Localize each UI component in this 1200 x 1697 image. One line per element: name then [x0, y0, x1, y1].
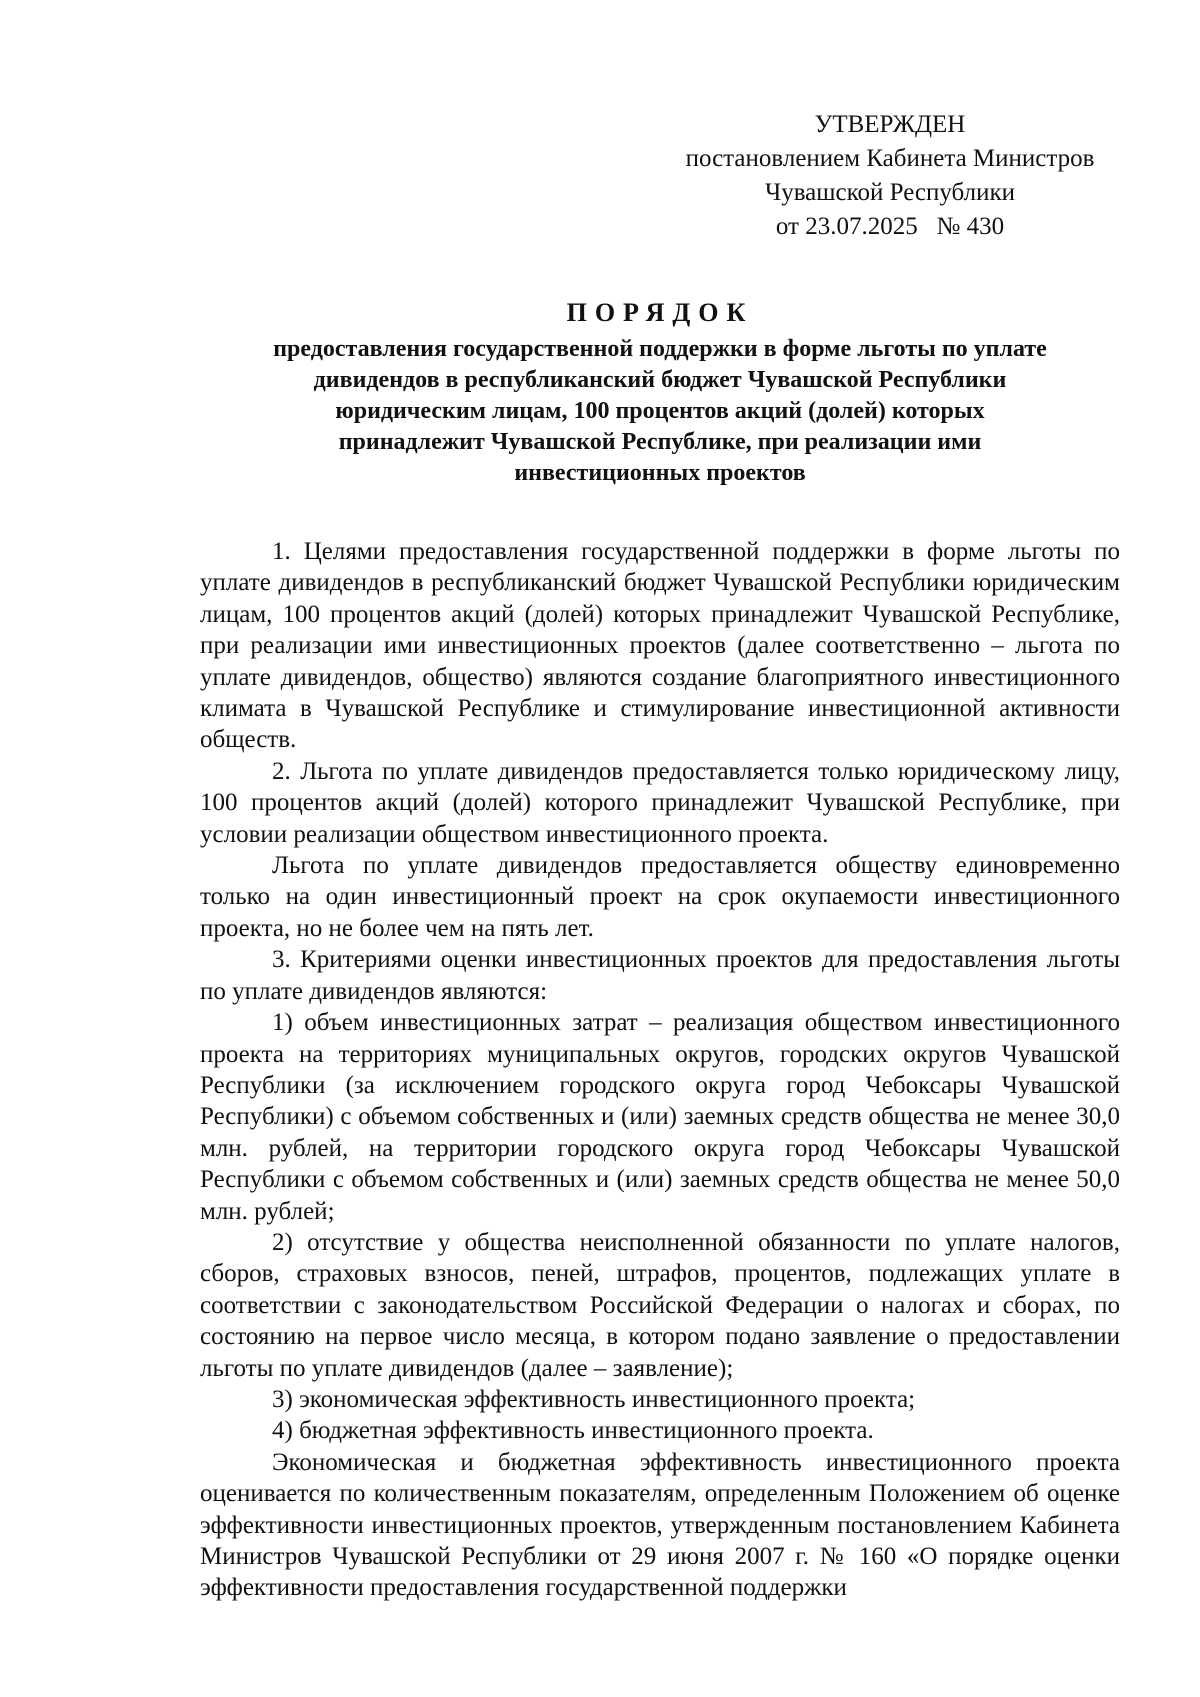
paragraph-criteria: 3. Критериями оценки инвестиционных проектов для предоставления льготы по уплате дивидендов являются: [200, 946, 1120, 1005]
document-title: ПОРЯДОК [566, 298, 754, 327]
criterion-no-tax-debt: 2) отсутствие у общества неисполненной обязанности по уплате налогов, сборов, страховых взносов, пеней, штрафов, процентов, подлежащих уплате в соответствии с законодательством Российской Федерации о налогах и сборах, по состоянию на первое число месяца, в котором подано заявление о предоставлении льготы по уплате дивидендов (далее – заявление); [200, 1228, 1120, 1382]
approval-heading: УТВЕРЖДЕН [814, 111, 966, 138]
subtitle-line: инвестиционных проектов [514, 460, 806, 486]
title-block [200, 296, 1120, 489]
subtitle-line: дивидендов в республиканский бюджет Чувашской Республики [313, 367, 1007, 393]
criterion-economic-efficiency: 3) экономическая эффективность инвестиционного проекта; [272, 1385, 916, 1413]
paragraph-goals: 1. Целями предоставления государственной поддержки в форме льготы по уплате дивидендов в республиканский бюджет Чувашской Республики юридическим лицам, 100 процентов акций (долей) которых принадлежит Чувашской Республике, при реализации ими инвестиционных проектов (далее соответственно – льгота по уплате дивидендов, общество) являются создание благоприятного инвестиционного климата в Чувашской Республике и стимулирование инвестиционной активности обществ. [200, 538, 1120, 754]
approval-issuer: постановлением Кабинета Министров [685, 145, 1095, 172]
paragraph-term: Льгота по уплате дивидендов предоставляется обществу единовременно только на один инвестиционный проект на срок окупаемости инвестиционного проекта, но не более чем на пять лет. [200, 852, 1120, 942]
approval-date-number: от 23.07.2025 № 430 [775, 213, 1005, 240]
subtitle-line: юридическим лицам, 100 процентов акций (долей) которых [335, 398, 985, 424]
subtitle-line: принадлежит Чувашской Республике, при реализации ими [338, 429, 982, 455]
paragraph-eligibility: 2. Льгота по уплате дивидендов предоставляется только юридическому лицу, 100 процентов акций (долей) которого принадлежит Чувашской Республике, при условии реализации обществом инвестиционного проекта. [200, 757, 1120, 848]
subtitle-line: предоставления государственной поддержки в форме льготы по уплате [273, 336, 1047, 362]
document-subtitle [200, 334, 1120, 489]
approval-stamp [660, 108, 1120, 244]
criterion-investment-volume: 1) объем инвестиционных затрат – реализация обществом инвестиционного проекта на территориях муниципальных округов, городских округов Чувашской Республики (за исключением городского округа город Чебоксары Чувашской Республики) с объемом собственных и (или) заемных средств общества не менее 30,0 млн. рублей, на территории городского округа город Чебоксары Чувашской Республики с объемом собственных и (или) заемных средств общества не менее 50,0 млн. рублей; [200, 1009, 1120, 1225]
approval-region: Чувашской Республики [764, 179, 1016, 206]
criterion-budget-efficiency: 4) бюджетная эффективность инвестиционного проекта. [272, 1417, 874, 1445]
paragraph-efficiency-assessment: Экономическая и бюджетная эффективность инвестиционного проекта оценивается по количественным показателям, определенным Положением об оценке эффективности инвестиционных проектов, утвержденным постановлением Кабинета Министров Чувашской Республики от 29 июня 2007 г. № 160 «О порядке оценки эффективности предоставления государственной поддержки [200, 1448, 1120, 1602]
document-body [200, 536, 1120, 1604]
